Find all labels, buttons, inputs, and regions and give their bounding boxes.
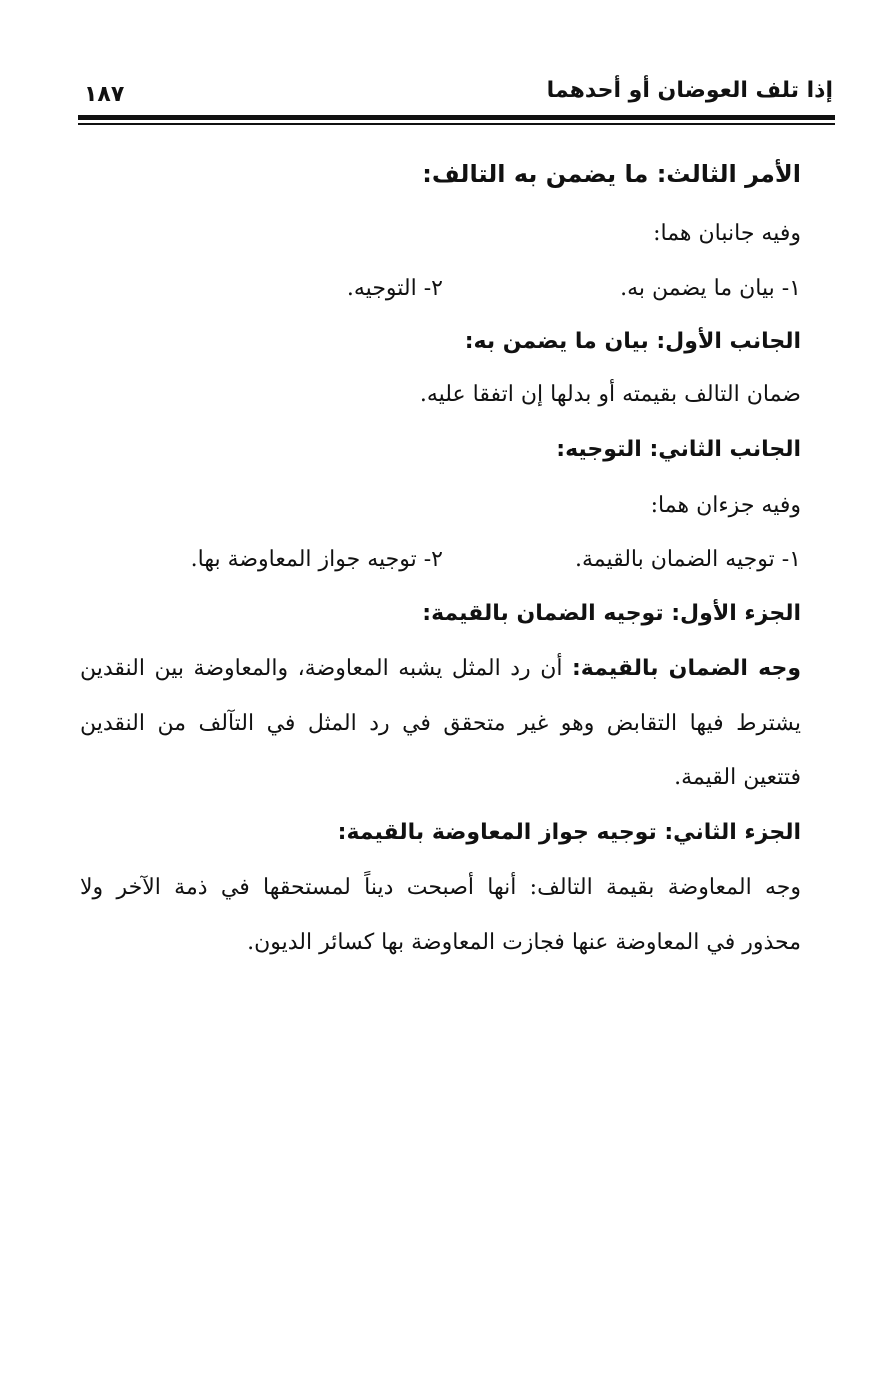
para1-line1-rest: أن رد المثل يشبه المعاوضة، والمعاوضة بين النقدين (80, 656, 572, 681)
list2-item2: ٢- توجيه جواز المعاوضة بها. (190, 547, 443, 572)
para2-line2: محذور في المعاوضة عنها فجازت المعاوضة بها كسائر الديون. (247, 930, 801, 955)
heading-side-two: الجانب الثاني: التوجيه: (556, 437, 801, 462)
intro-two-sides: وفيه جانبان هما: (653, 221, 801, 246)
heading-third-matter: الأمر الثالث: ما يضمن به التالف: (422, 160, 801, 188)
list1-item2: ٢- التوجيه. (346, 276, 443, 301)
heading-part-one: الجزء الأول: توجيه الضمان بالقيمة: (422, 601, 801, 626)
text-side-one: ضمان التالف بقيمته أو بدلها إن اتفقا عليه. (419, 382, 801, 407)
para2-line1: وجه المعاوضة بقيمة التالف: أنها أصبحت ديناً لمستحقها في ذمة الآخر ولا (80, 875, 801, 900)
header-rule-thick (78, 115, 835, 120)
para1-lead: وجه الضمان بالقيمة: (572, 656, 801, 681)
para1-line2: يشترط فيها التقابض وهو غير متحقق في رد المثل في التآلف من النقدين (80, 711, 801, 736)
list2-item1: ١- توجيه الضمان بالقيمة. (574, 547, 801, 572)
running-title: إذا تلف العوضان أو أحدهما (546, 78, 833, 103)
para1-line1 (80, 656, 801, 681)
heading-part-two: الجزء الثاني: توجيه جواز المعاوضة بالقيمة: (337, 820, 801, 845)
para1-line3: فتتعين القيمة. (674, 765, 801, 790)
header-rule-thin (78, 123, 835, 125)
list1-item1: ١- بيان ما يضمن به. (620, 276, 801, 301)
intro-two-parts: وفيه جزءان هما: (650, 493, 801, 518)
page-number: ١٨٧ (84, 82, 125, 107)
heading-side-one: الجانب الأول: بيان ما يضمن به: (464, 329, 801, 354)
